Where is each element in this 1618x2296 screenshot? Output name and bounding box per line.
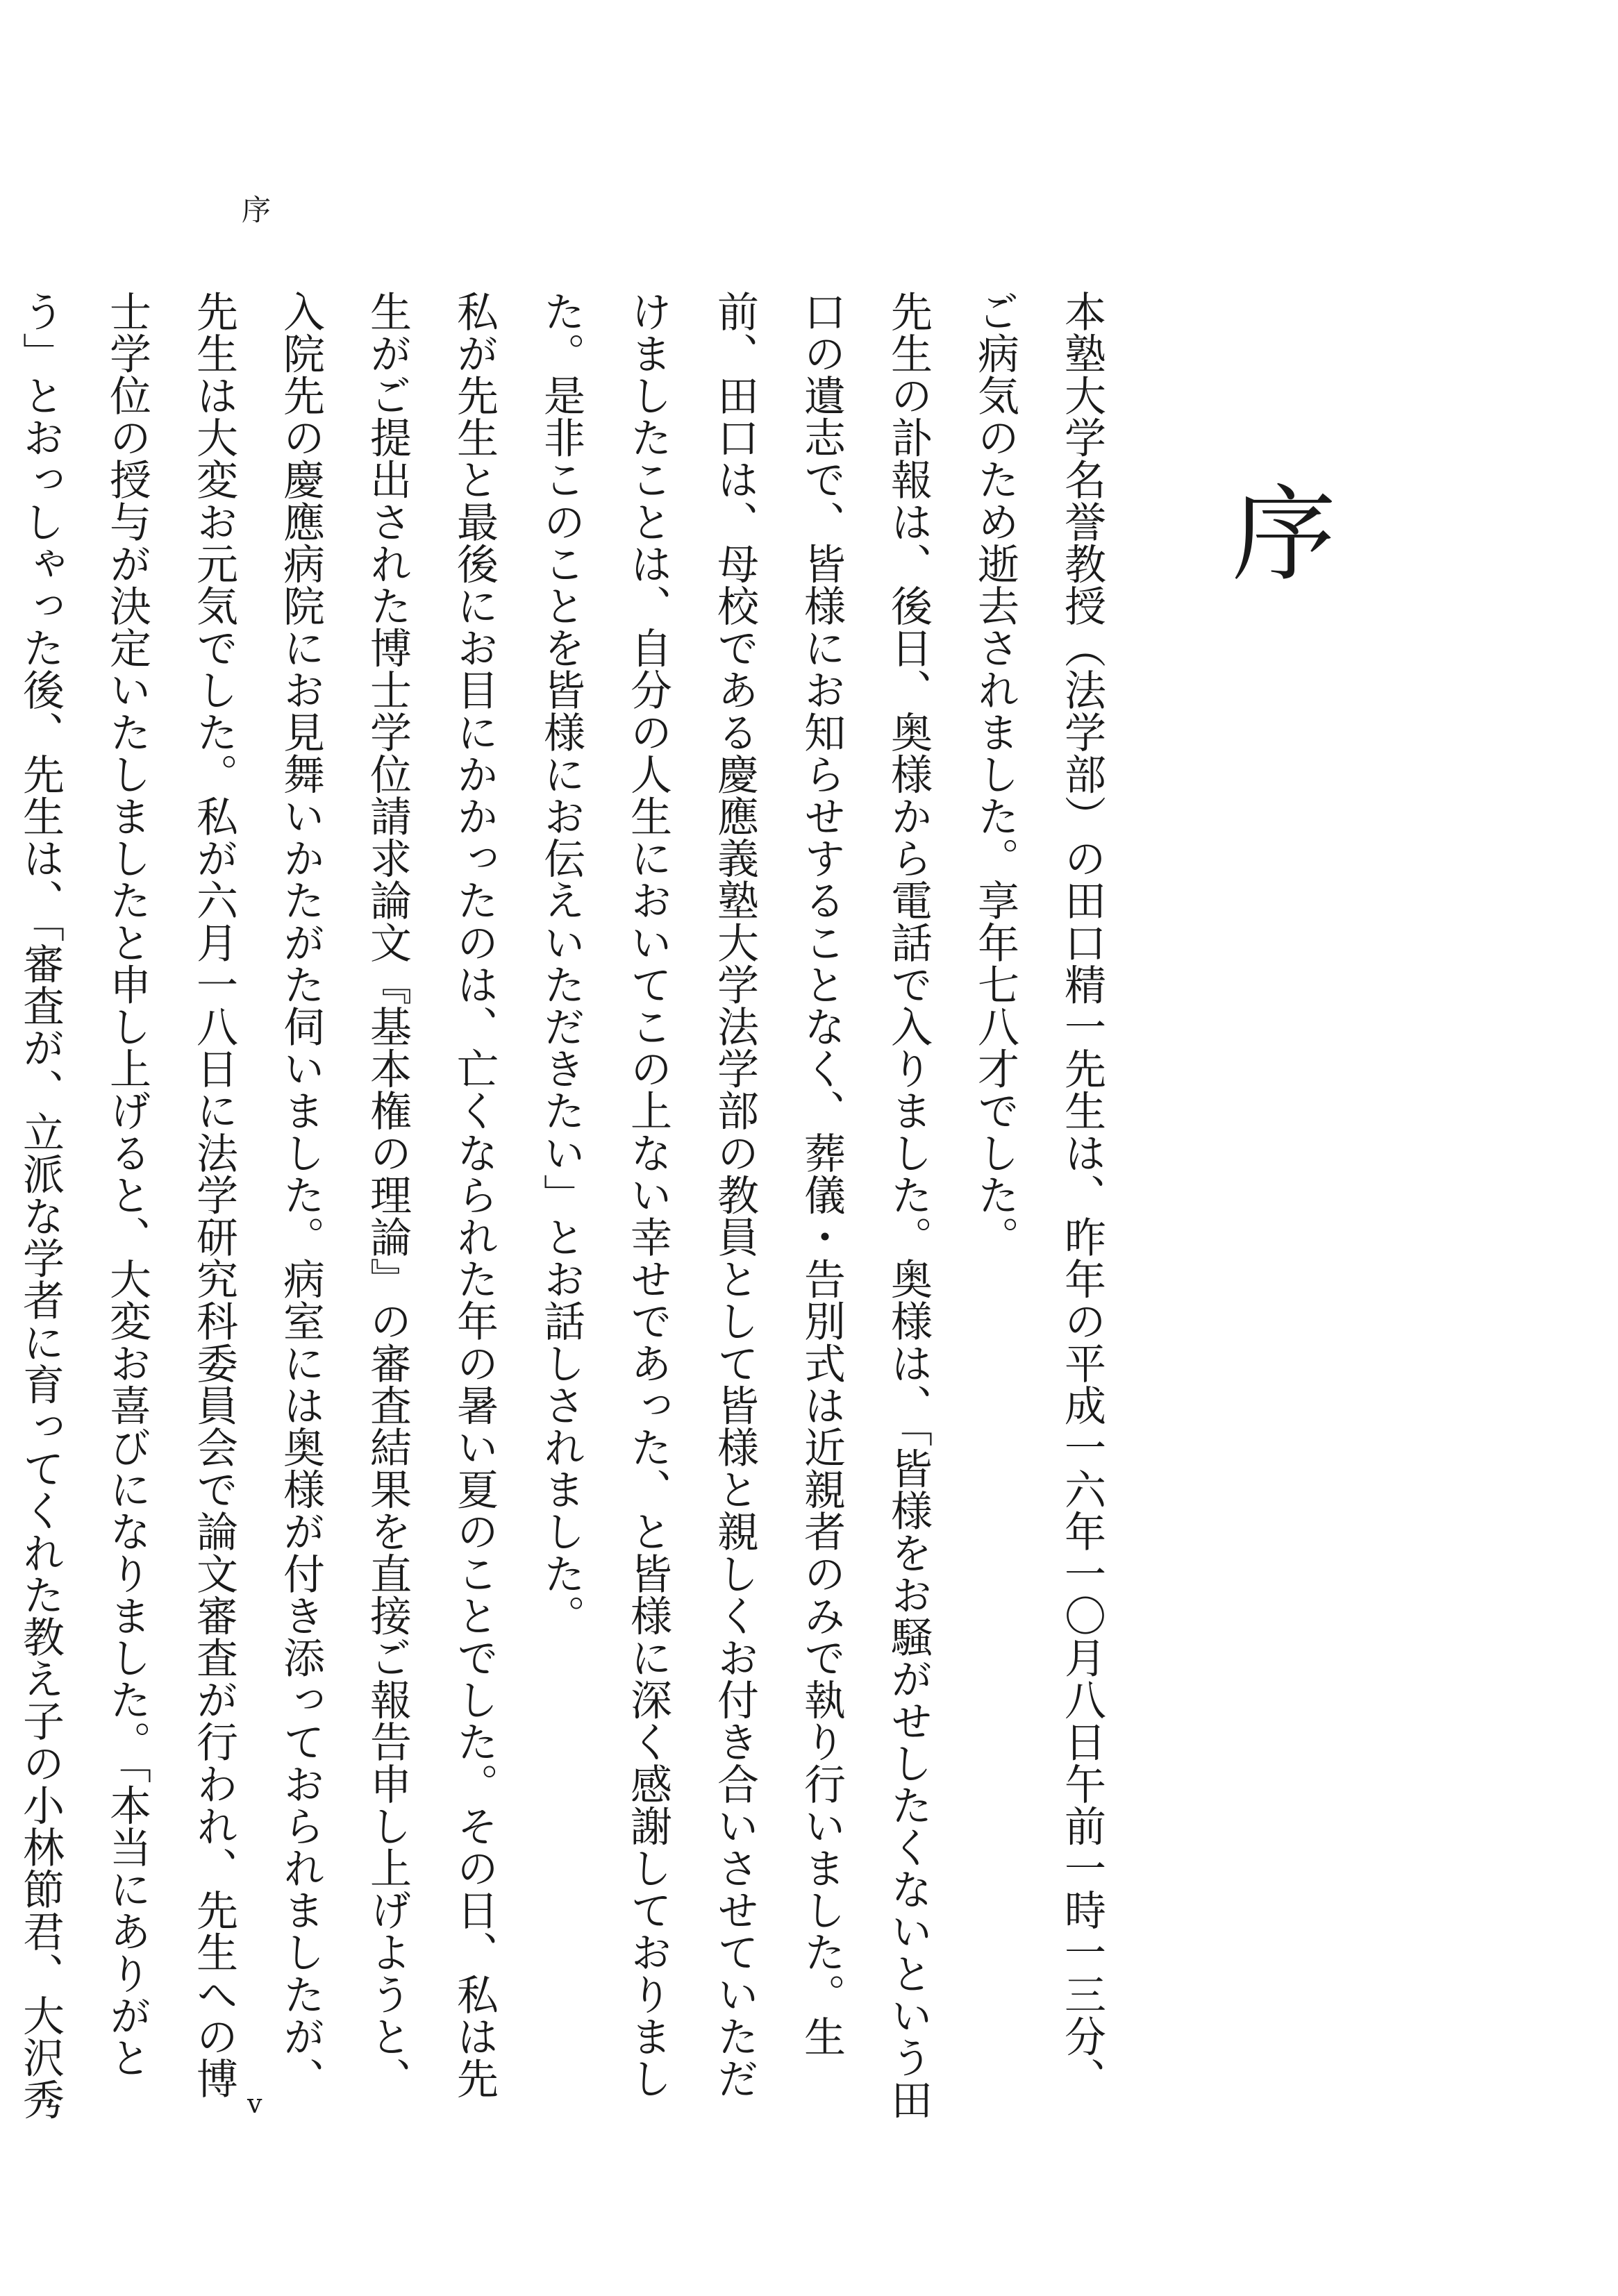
paragraph: 先生の訃報は、後日、奥様から電話で入りました。奥様は、「皆様をお騒がせしたくないという田口の遺志で、皆様にお知らせすることなく、葬儀・告別式は近親者のみで執り行いました。生前、田口は、母校である慶應義塾大学法学部の教員として皆様と親しくお付き合いさせていただけましたことは、自分の人生においてこの上ない幸せであった、と皆様に深く感謝しておりました。是非このことを皆様にお伝えいただきたい」とお話しされました。 [537, 290, 933, 2121]
paragraph: 私が先生と最後にお目にかかったのは、亡くなられた年の暑い夏のことでした。その日、私は先生がご提出された博士学位請求論文『基本権の理論』の審査結果を直接ご報告申し上げようと、入院先の慶應病院にお見舞いかたがた伺いました。病室には奥様が付き添っておられましたが、先生は大変お元気でした。私が六月一八日に法学研究科委員会で論文審査が行われ、先生への博士学位の授与が決定いたしましたと申し上げると、大変お喜びになりました。「本当にありがとう」とおっしゃった後、先生は、「審査が、立派な学者に育ってくれた教え子の小林節君、大沢秀 [16, 290, 499, 2121]
body-text [16, 290, 1125, 2137]
running-header: 序 [242, 193, 272, 227]
chapter-title: 序 [1214, 479, 1335, 583]
paragraph: 本塾大学名誉教授（法学部）の田口精一先生は、昨年の平成一六年一〇月八日午前一時一三分、ご病気のため逝去されました。享年七八才でした。 [971, 290, 1106, 2100]
page-number: v [247, 2088, 262, 2119]
